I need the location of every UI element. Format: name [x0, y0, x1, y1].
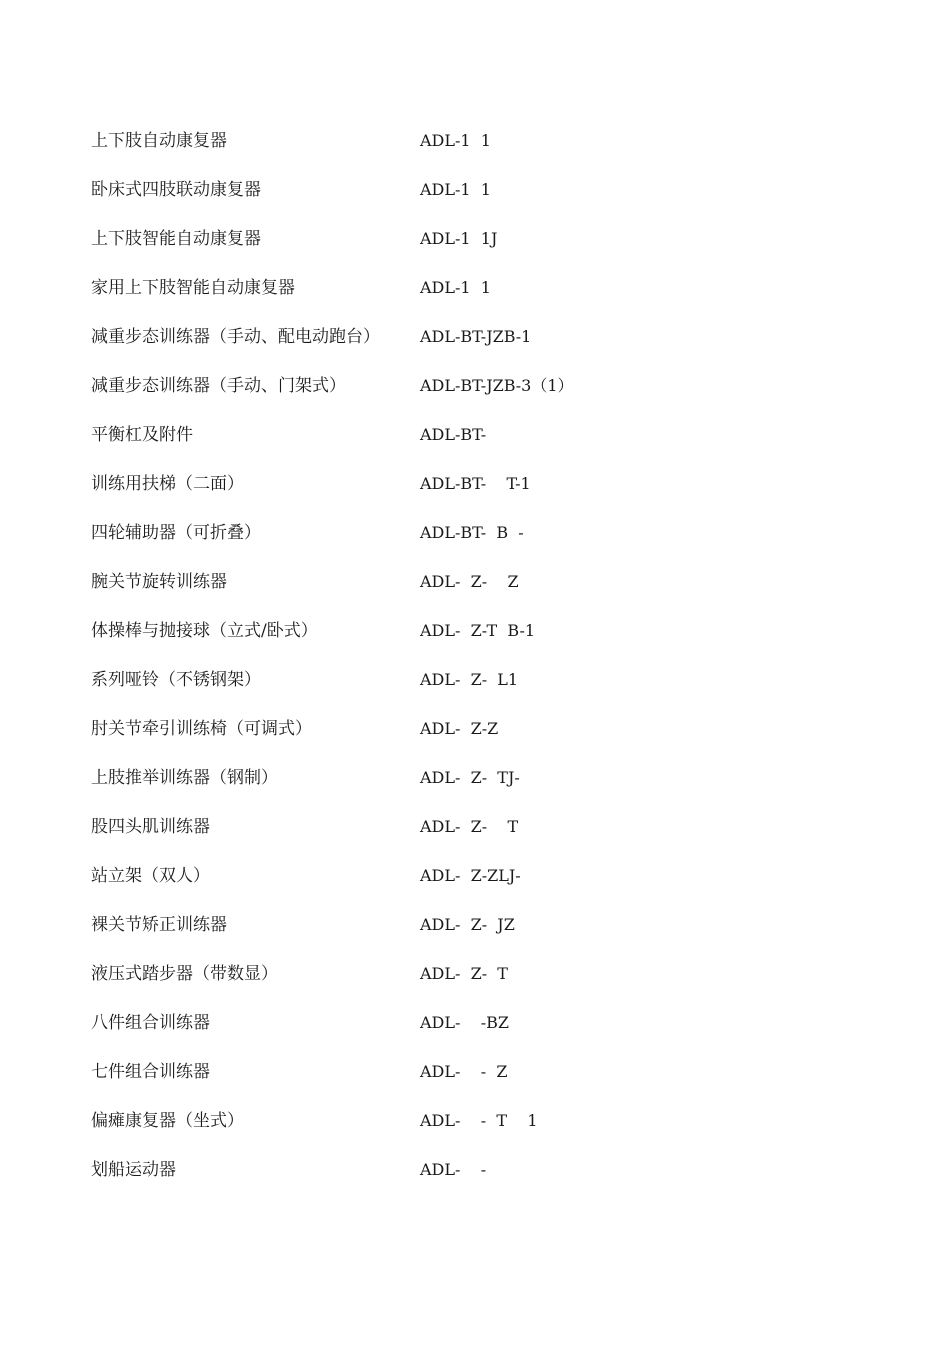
list-item — [91, 165, 851, 214]
product-name: 八件组合训练器 — [91, 1012, 210, 1033]
product-name: 平衡杠及附件 — [91, 424, 193, 445]
product-name: 划船运动器 — [91, 1159, 176, 1180]
product-model: ADL- Z- T — [420, 963, 508, 983]
product-name: 减重步态训练器（手动、配电动跑台） — [91, 326, 380, 347]
product-model: ADL- Z- JZ — [420, 914, 515, 934]
product-name: 体操棒与抛接球（立式/卧式） — [91, 620, 318, 641]
product-name: 系列哑铃（不锈钢架） — [91, 669, 261, 690]
product-model: ADL- Z-Z — [420, 718, 499, 738]
product-model: ADL- Z- TJ- — [420, 767, 520, 787]
product-name: 上下肢智能自动康复器 — [91, 228, 261, 249]
product-model: ADL-1 1 — [420, 179, 491, 199]
list-item — [91, 851, 851, 900]
list-item — [91, 1096, 851, 1145]
product-name: 裸关节矫正训练器 — [91, 914, 227, 935]
product-name: 股四头肌训练器 — [91, 816, 210, 837]
list-item — [91, 655, 851, 704]
product-model: ADL- Z- T — [420, 816, 519, 836]
product-name: 上肢推举训练器（钢制） — [91, 767, 278, 788]
product-name: 卧床式四肢联动康复器 — [91, 179, 261, 200]
product-list — [91, 116, 851, 1194]
product-model: ADL- -BZ — [420, 1012, 510, 1032]
list-item — [91, 263, 851, 312]
product-name: 减重步态训练器（手动、门架式） — [91, 375, 346, 396]
product-name: 肘关节牵引训练椅（可调式） — [91, 718, 312, 739]
product-model: ADL-BT- B - — [420, 522, 524, 542]
product-model: ADL- - — [420, 1159, 487, 1179]
list-item — [91, 1145, 851, 1194]
list-item — [91, 802, 851, 851]
list-item — [91, 508, 851, 557]
list-item — [91, 998, 851, 1047]
product-name: 上下肢自动康复器 — [91, 130, 227, 151]
list-item — [91, 704, 851, 753]
product-model: ADL-1 1 — [420, 277, 491, 297]
product-model: ADL- Z- Z — [420, 571, 519, 591]
product-model: ADL- Z-ZLJ- — [420, 865, 521, 885]
list-item — [91, 557, 851, 606]
product-model: ADL-BT-JZB-3（1） — [420, 375, 574, 395]
list-item — [91, 459, 851, 508]
product-name: 家用上下肢智能自动康复器 — [91, 277, 295, 298]
list-item — [91, 410, 851, 459]
product-name: 训练用扶梯（二面） — [91, 473, 244, 494]
product-name: 七件组合训练器 — [91, 1061, 210, 1082]
product-name: 液压式踏步器（带数显） — [91, 963, 278, 984]
product-name: 腕关节旋转训练器 — [91, 571, 227, 592]
list-item — [91, 1047, 851, 1096]
product-name: 站立架（双人） — [91, 865, 210, 886]
list-item — [91, 116, 851, 165]
product-model: ADL-BT- T-1 — [420, 473, 531, 493]
product-model: ADL-BT-JZB-1 — [420, 326, 532, 346]
product-name: 偏瘫康复器（坐式） — [91, 1110, 244, 1131]
list-item — [91, 214, 851, 263]
product-model: ADL- Z-T B-1 — [420, 620, 536, 640]
list-item — [91, 753, 851, 802]
product-model: ADL-BT- — [420, 424, 487, 444]
list-item — [91, 606, 851, 655]
product-name: 四轮辅助器（可折叠） — [91, 522, 261, 543]
product-model: ADL-1 1J — [420, 228, 498, 248]
product-model: ADL- - T 1 — [420, 1110, 538, 1130]
product-model: ADL- Z- L1 — [420, 669, 519, 689]
product-model: ADL- - Z — [420, 1061, 508, 1081]
list-item — [91, 312, 851, 361]
product-model: ADL-1 1 — [420, 130, 491, 150]
list-item — [91, 900, 851, 949]
list-item — [91, 949, 851, 998]
list-item — [91, 361, 851, 410]
